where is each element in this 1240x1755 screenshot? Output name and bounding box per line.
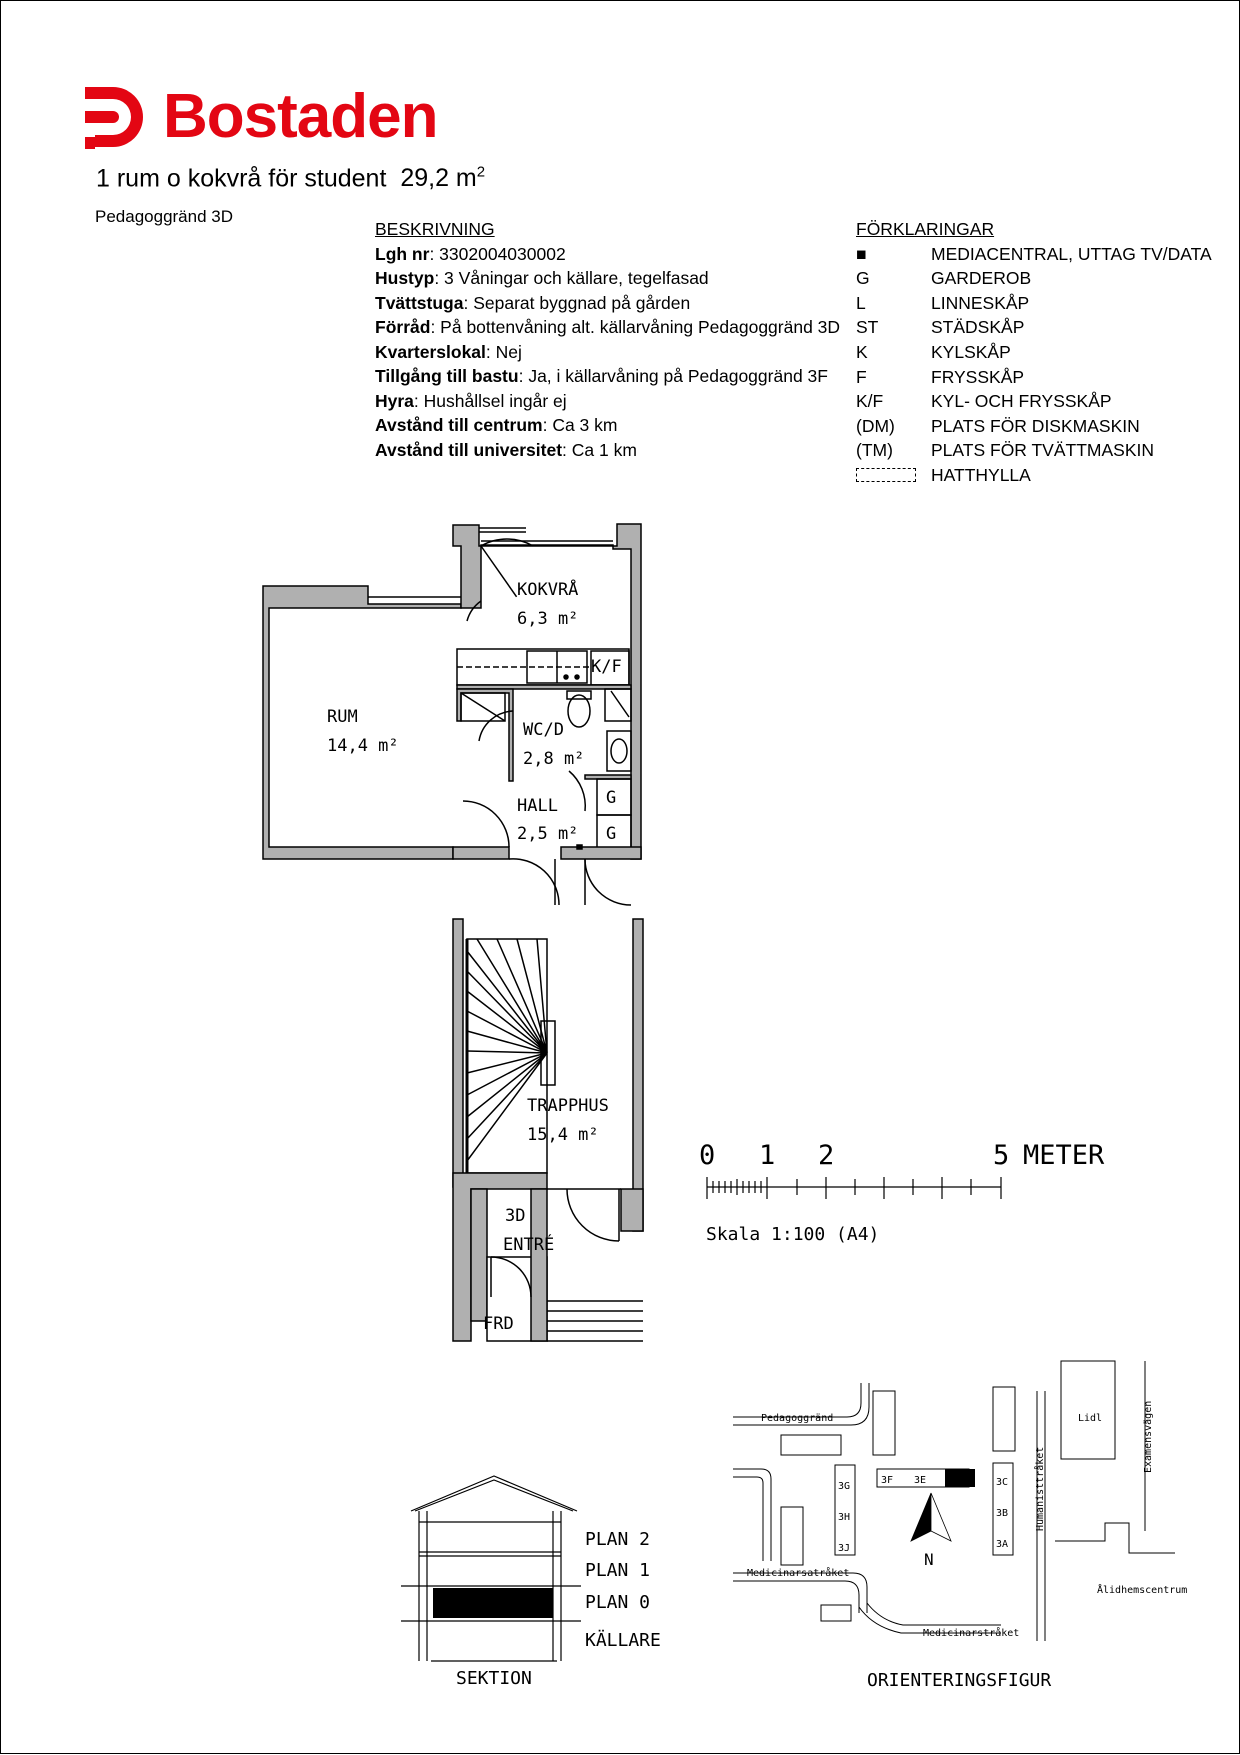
legend-row: K/F KYL- OCH FRYSSKÅP	[856, 391, 1112, 412]
room-trapphus-area: 15,4 m²	[527, 1125, 599, 1145]
legend-row: (DM) PLATS FÖR DISKMASKIN	[856, 415, 1140, 436]
street-label: Examensvägen	[1143, 1400, 1154, 1473]
legend-row: ■ MEDIACENTRAL, UTTAG TV/DATA	[856, 243, 1212, 264]
desc-row: Förråd: På bottenvåning alt. källarvåning Pedagoggränd 3D	[375, 317, 841, 337]
section-title: SEKTION	[456, 1668, 532, 1689]
description-heading: BESKRIVNING	[375, 219, 495, 239]
orientation-title: ORIENTERINGSFIGUR	[867, 1670, 1052, 1691]
room-frd-name: FRD	[483, 1314, 514, 1334]
section-level: PLAN 1	[585, 1560, 651, 1581]
street-label: Pedagoggränd	[761, 1413, 834, 1424]
desc-row: Tillgång till bastu: Ja, i källarvåning på Pedagoggränd 3F	[375, 366, 828, 386]
legend-row: ST STÄDSKÅP	[856, 317, 1025, 338]
street-label: Humanisttråket	[1035, 1446, 1046, 1531]
section-level: KÄLLARE	[585, 1630, 661, 1651]
apartment-area: 29,2 $m^2$	[400, 164, 486, 193]
desc-row: Kvarterslokal: Nej	[375, 341, 522, 362]
legend-row: G GARDEROB	[856, 268, 1032, 289]
street-label: Medicinarstråket	[923, 1628, 1020, 1639]
room-entre-name: ENTRÉ	[503, 1235, 555, 1255]
legend-row: L LINNESKÅP	[856, 292, 1030, 313]
brand-name: Bostaden	[163, 82, 438, 151]
room-rum-name: RUM	[327, 707, 358, 727]
desc-row: Tvättstuga: Separat byggnad på gården	[375, 292, 691, 313]
section-highlight	[433, 1588, 553, 1618]
desc-row: Avstånd till centrum: Ca 3 km	[375, 415, 618, 435]
floor-plan-drawing	[1, 1, 1240, 1755]
room-hall-area: 2,5 m²	[517, 824, 579, 844]
scale-caption: Skala 1:100 (A4)	[706, 1224, 880, 1245]
entre-number: 3D	[505, 1206, 526, 1226]
orientation-map	[733, 1361, 1187, 1691]
place-label: Lidl	[1078, 1413, 1103, 1424]
section-diagram	[401, 1476, 661, 1689]
apartment-type: 1 rum o kokvrå för student	[96, 164, 387, 193]
building-label: 3H	[838, 1512, 851, 1523]
room-kokvra-area: 6,3 m²	[517, 609, 579, 629]
building-label: 3E	[914, 1475, 927, 1486]
wardrobe-label: G	[606, 824, 617, 844]
room-trapphus-name: TRAPPHUS	[527, 1096, 609, 1116]
legend-row: HATTHYLLA	[856, 463, 994, 488]
address: Pedagoggränd 3D	[95, 207, 234, 226]
legend-row: (TM) PLATS FÖR TVÄTTMASKIN	[856, 440, 1154, 461]
room-wcd-area: 2,8 m²	[523, 749, 585, 769]
north-icon: N	[924, 1550, 934, 1569]
scale-label: 0	[699, 1140, 716, 1171]
desc-row: Hustyp: 3 Våningar och källare, tegelfasad	[375, 268, 709, 288]
scale-label: 5	[993, 1140, 1010, 1171]
legend-row: F FRYSSKÅP	[856, 366, 1025, 387]
building-label: 3F	[881, 1475, 894, 1486]
legend-row: K KYLSKÅP	[856, 341, 1011, 362]
building-label: 3G	[838, 1481, 851, 1492]
scale-bar	[699, 1140, 1105, 1245]
desc-row: Lgh nr: 3302004030002	[375, 243, 566, 264]
kf-label: K/F	[591, 657, 622, 677]
wardrobe-label: G	[606, 788, 617, 808]
scale-unit: METER	[1023, 1140, 1105, 1171]
room-rum-area: 14,4 m²	[327, 736, 399, 756]
section-level: PLAN 0	[585, 1592, 651, 1613]
place-label: Ålidhemscentrum	[1097, 1585, 1188, 1596]
desc-row: Avstånd till universitet: Ca 1 km	[375, 439, 637, 460]
desc-row: Hyra: Hushållsel ingår ej	[375, 390, 567, 411]
section-level: PLAN 2	[585, 1529, 651, 1550]
street-label: Medicinarsatråket	[747, 1568, 850, 1579]
building-label: 3B	[996, 1508, 1009, 1519]
floor-plan	[263, 524, 643, 1341]
building-label: 3J	[838, 1543, 851, 1554]
building-label: 3C	[996, 1477, 1009, 1488]
scale-label: 1	[759, 1140, 776, 1171]
building-label-current: 3D	[947, 1475, 960, 1486]
legend-heading: FÖRKLARINGAR	[856, 219, 995, 239]
building-label: 3A	[996, 1539, 1009, 1550]
room-hall-name: HALL	[517, 796, 558, 816]
room-kokvra-name: KOKVRÅ	[517, 580, 579, 600]
room-wcd-name: WC/D	[523, 720, 564, 740]
scale-label: 2	[818, 1140, 835, 1171]
